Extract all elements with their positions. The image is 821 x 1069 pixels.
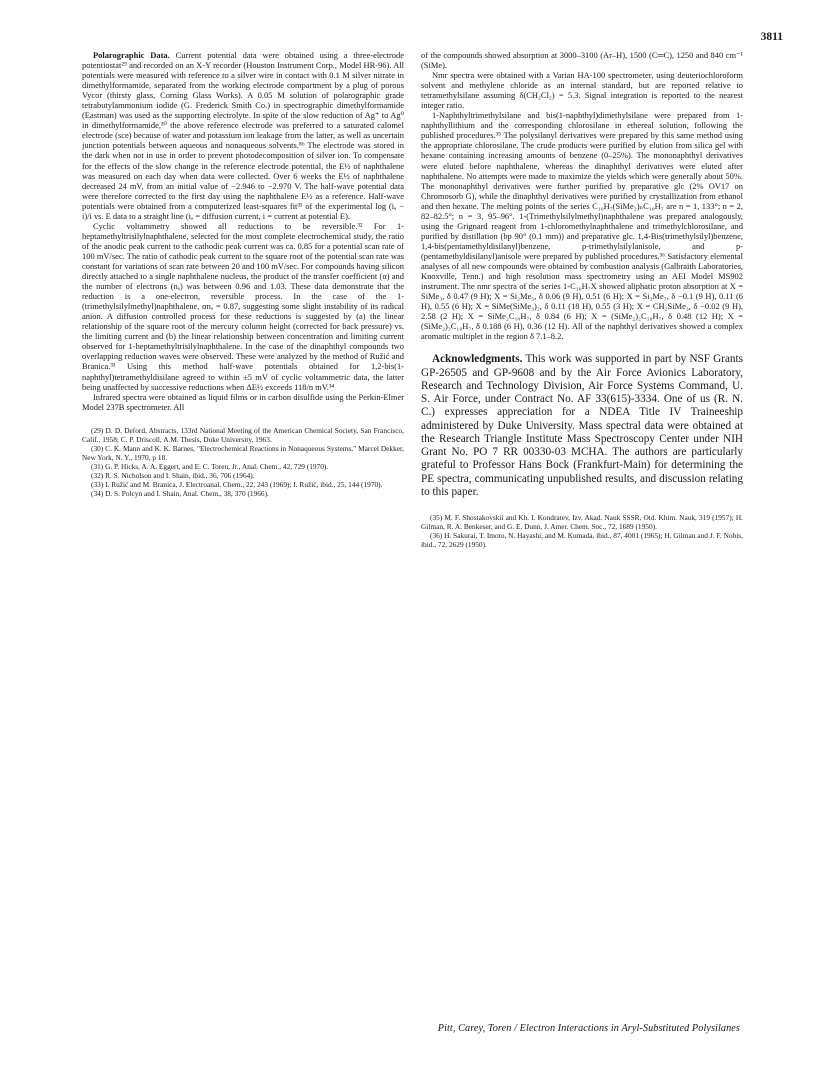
reference-34: (34) D. S. Polcyn and I. Shain, Anal. Chem., 38, 370 (1966). [91,488,269,498]
acknowledgments-paragraph [421,353,743,499]
left-references [82,426,404,498]
page-number: 3811 [760,31,783,43]
right-column [421,50,743,549]
synthesis-paragraph: 1-Naphthyltrimethylsilane and bis(1-naphthyl)dimethylsilane were prepared from 1-naphthyllithium and the corresponding chlorosilane in ethereal solution, following the published procedures.³⁵ The polysilanyl derivatives were prepared by this same method using the appropriate chlorosilane. The crude products were purified by elution from silica gel with hexane containing increasing amounts of benzene (0–25%). The mononaphthyl derivatives were eluted before naphthalene, whereas the dinaphthyl derivatives were eluted after naphthalene. No attempts were made to maximize the yields which were generally about 50%. The mononaphthyl derivatives were further purified by preparative glc (2% OV17 on Chromosorb G), while the dinaphthyl derivatives were purified by crystallization from ethanol and then hexane. The melting points of the series C₁₀H₇(SiMe₂)ₙC₁₀H₇ are n = 1, 133°; n = 2, 82–82.5°; n = 3, 95–96°. 1-(Trimethylsilylmethyl)naphthalene was prepared analogously, using the Grignard reagent from 1-chloromethylnaphthalene and trimethylchlorosilane, and purified by distillation (bp 90° (0.1 mm)) and preparative glc. 1,4-Bis(trimethylsilyl)benzene, 1,4-bis(pentamethyldisilanyl)benzene, p-trimethylsilylanisole, and p-(pentamethyldisilanyl)anisole were prepared by published procedures.³⁶ Satisfactory elemental analyses of all new compounds were obtained by combustion analysis (Galbraith Laboratories, Knoxville, Tenn.) and high resolution mass spectrometry using an AEI Model MS902 instrument. The nmr spectra of the series 1-C₁₀H₇X showed aliphatic proton absorption at X = SiMe₃, δ 0.47 (9 H); X = Si₂Me₅, δ 0.06 (9 H), 0.51 (6 H); X = Si₃Me₇, δ −0.1 (9 H), 0.11 (6 H), 0.55 (6 H); X = SiMe(SiMe₃)₂, δ 0.11 (18 H), 0.55 (3 H); X = CH₂SiMe₃, δ −0.02 (9 H), 2.58 (2 H); X = SiMe₂C₁₀H₇, δ 0.84 (6 H); X = (SiMe₂)₂C₁₀H₇, δ 0.48 (12 H); X = (SiMe₂)₃C₁₀H₇, δ 0.188 (6 H), 0.36 (12 H). All of the naphthyl derivatives showed a complex aromatic multiplet in the region δ 7.1–8.2. [421,110,743,342]
reference-29: (29) D. D. Deford, Abstracts, 133rd National Meeting of the American Chemical Society, San Francisco, Calif., 1958; C. P. Driscoll, A.M. Thesis, Duke University, 1963. [82,425,404,444]
acknowledgments-text: This work was supported in part by NSF Grants GP-26505 and GP-9608 and by the Air Force Avionics Laboratory, Research and Technology Division, Air Force Systems Command, U. S. Air Force, under Contract No. AF 33(615)-3334. One of us (R. N. C.) expresses appreciation for a NDEA Title IV Traineeship administered by Duke University. Mass spectral data were obtained at the Research Triangle Institute Mass Spectroscopy Center under NIH Grant No. PO 7 RR 00330-03 MCHA. The authors are particularly grateful to Professor Hans Bock (Frankfurt-Main) for determining the PE spectra, communicating unpublished results, and discussion relating to this paper. [421,353,743,498]
right-references [421,513,743,549]
right-body-text [421,50,743,341]
running-footer: Pitt, Carey, Toren / Electron Interactions in Aryl-Substituted Polysilanes [437,1023,740,1034]
reference-30: (30) C. K. Mann and K. K. Barnes, "Electrochemical Reactions in Nonaqueous Systems," Marcel Dekker, New York, N. Y., 1970, p 18. [82,443,404,462]
infrared-spectra-paragraph: Infrared spectra were obtained as liquid films or in carbon disulfide using the Perkin-Elmer Model 237B spectrometer. All [82,391,404,412]
reference-35: (35) M. F. Shostakovskii and Kh. I. Kondratev, Izv. Akad. Nauk SSSR, Otd. Khim. Nauk, 319 (1957); H. Gilman, R. A. Benkeser, and G. E. Dunn, J. Amer. Chem. Soc., 72, 1689 (1950). [421,513,743,532]
ir-continuation-paragraph: of the compounds showed absorption at 3000–3100 (Ar–H), 1500 (C═C), 1250 and 840 cm⁻¹ (SiMe). [421,50,743,71]
polarographic-data-paragraph [82,50,404,221]
reference-33: (33) I. Ružić and M. Branica, J. Electroanal. Chem., 22, 243 (1969); I. Ružić, ibid., 25, 144 (1970). [91,479,383,489]
reference-32: (32) R. S. Nicholson and I. Shain, ibid., 36, 706 (1964). [91,470,255,480]
reference-36: (36) H. Sakurai, T. Imoto, N. Hayashi, and M. Kumada, ibid., 87, 4001 (1965); H. Gilman and J. F. Nobis, ibid., 72, 2629 (1950). [421,531,743,550]
section-heading-polarographic-data: Polarographic Data. [93,50,170,60]
acknowledgments-section [421,353,743,499]
reference-31: (31) G. P. Hicks, A. A. Eggert, and E. C. Toren, Jr., Anal. Chem., 42, 729 (1970). [91,461,329,471]
cyclic-voltammetry-paragraph: Cyclic voltammetry showed all reductions to be reversible.³² For 1-heptamethyltrisilylnaphthalene, selected for the most complete electrochemical study, the ratio of the anodic peak current to the cathodic peak current was ca. 0.85 for a potential scan rate of 100 mV/sec. The ratio of cathodic peak current to the square root of the potential scan rate was constant for variations of scan rate between 20 and 100 mV/sec. For compounds having silicon directly attached to a single naphthalene nucleus, the product of the transfer coefficient (α) and the number of electrons (nₐ) was between 0.96 and 1.03. These data demonstrate that the reduction is a one-electron, reversible process. In the case of the 1-(trimethylsilylmethyl)naphthalene, αnₐ = 0.87, suggesting some slight instability of its radical anion. A diffusion controlled process for these reductions is suggested by (a) the linear relationship of the square root of the mercury column height (corrected for back pressure) vs. the limiting current and (b) the linear relationship between concentration and limiting current observed for 1-heptamethyltrisilylnaphthalene. In the case of the dinaphthyl compounds two overlapping reduction waves were observed. These were analyzed by the method of Ružić and Branica.³³ Using this method half-wave potentials obtained for 1,2-bis(1-naphthyl)tetramethyldisilane agreed to within ±5 mV of cyclic voltammetric data, the latter being unaffected by successive reductions when ΔE½ exceeds 118/n mV.³⁴ [82,220,404,392]
left-body-text [82,50,404,412]
left-column [82,50,404,498]
acknowledgments-heading: Acknowledgments. [432,353,523,366]
nmr-spectra-paragraph: Nmr spectra were obtained with a Varian HA-100 spectrometer, using deuteriochloroform solvent and methylene chloride as an internal standard, but are reported relative to tetramethylsilane assuming δ(CH₂Cl₂) = 5.3. Signal integration is reported to the nearest integer ratio. [421,70,743,111]
paragraph-text: Current potential data were obtained using a three-electrode potentiostat²⁹ and recorded on an X-Y recorder (Houston Instrument Corp., Model HR-96). All potentials were measured with reference to a silver wire in contact with 0.1 M silver nitrate in dimethylformamide, separated from the working electrode compartment by a plug of porous Vycor (thirsty glass, Corning Glass Works). A 0.05 M solution of polarographic grade tetrabutylammonium iodide (G. Frederick Smith Co.) in spectrographic dimethylformamide (Eastman) was used as the supporting electrolyte. In spite of the slow reduction of Ag⁺ to Ag⁰ in dimethylformamide,³⁰ the above reference electrode was preferred to a saturated calomel electrode (sce) because of water and potassium ion leakage from the latter, as well as uncertain junction potentials between aqueous and nonaqueous solvents.⁸ᵇ The electrode was stored in the dark when not in use in order to prevent photodecomposition of silver ion. To compensate for the effects of the slow change in the reference electrode potential, the E½ of naphthalene was measured on each day when data were collected. Over 6 weeks the E½ of naphthalene decreased 24 mV, from an initial value of −2.946 to −2.970 V. The half-wave potential data were therefore corrected to the first day using the naphthalene E½ as a reference. Half-wave potentials were obtained from a computerized least-squares fit³¹ of the experimental log (iₐ − i)/i vs. E data to a straight line (iₐ = diffusion current, i = current at potential E). [82,50,404,221]
